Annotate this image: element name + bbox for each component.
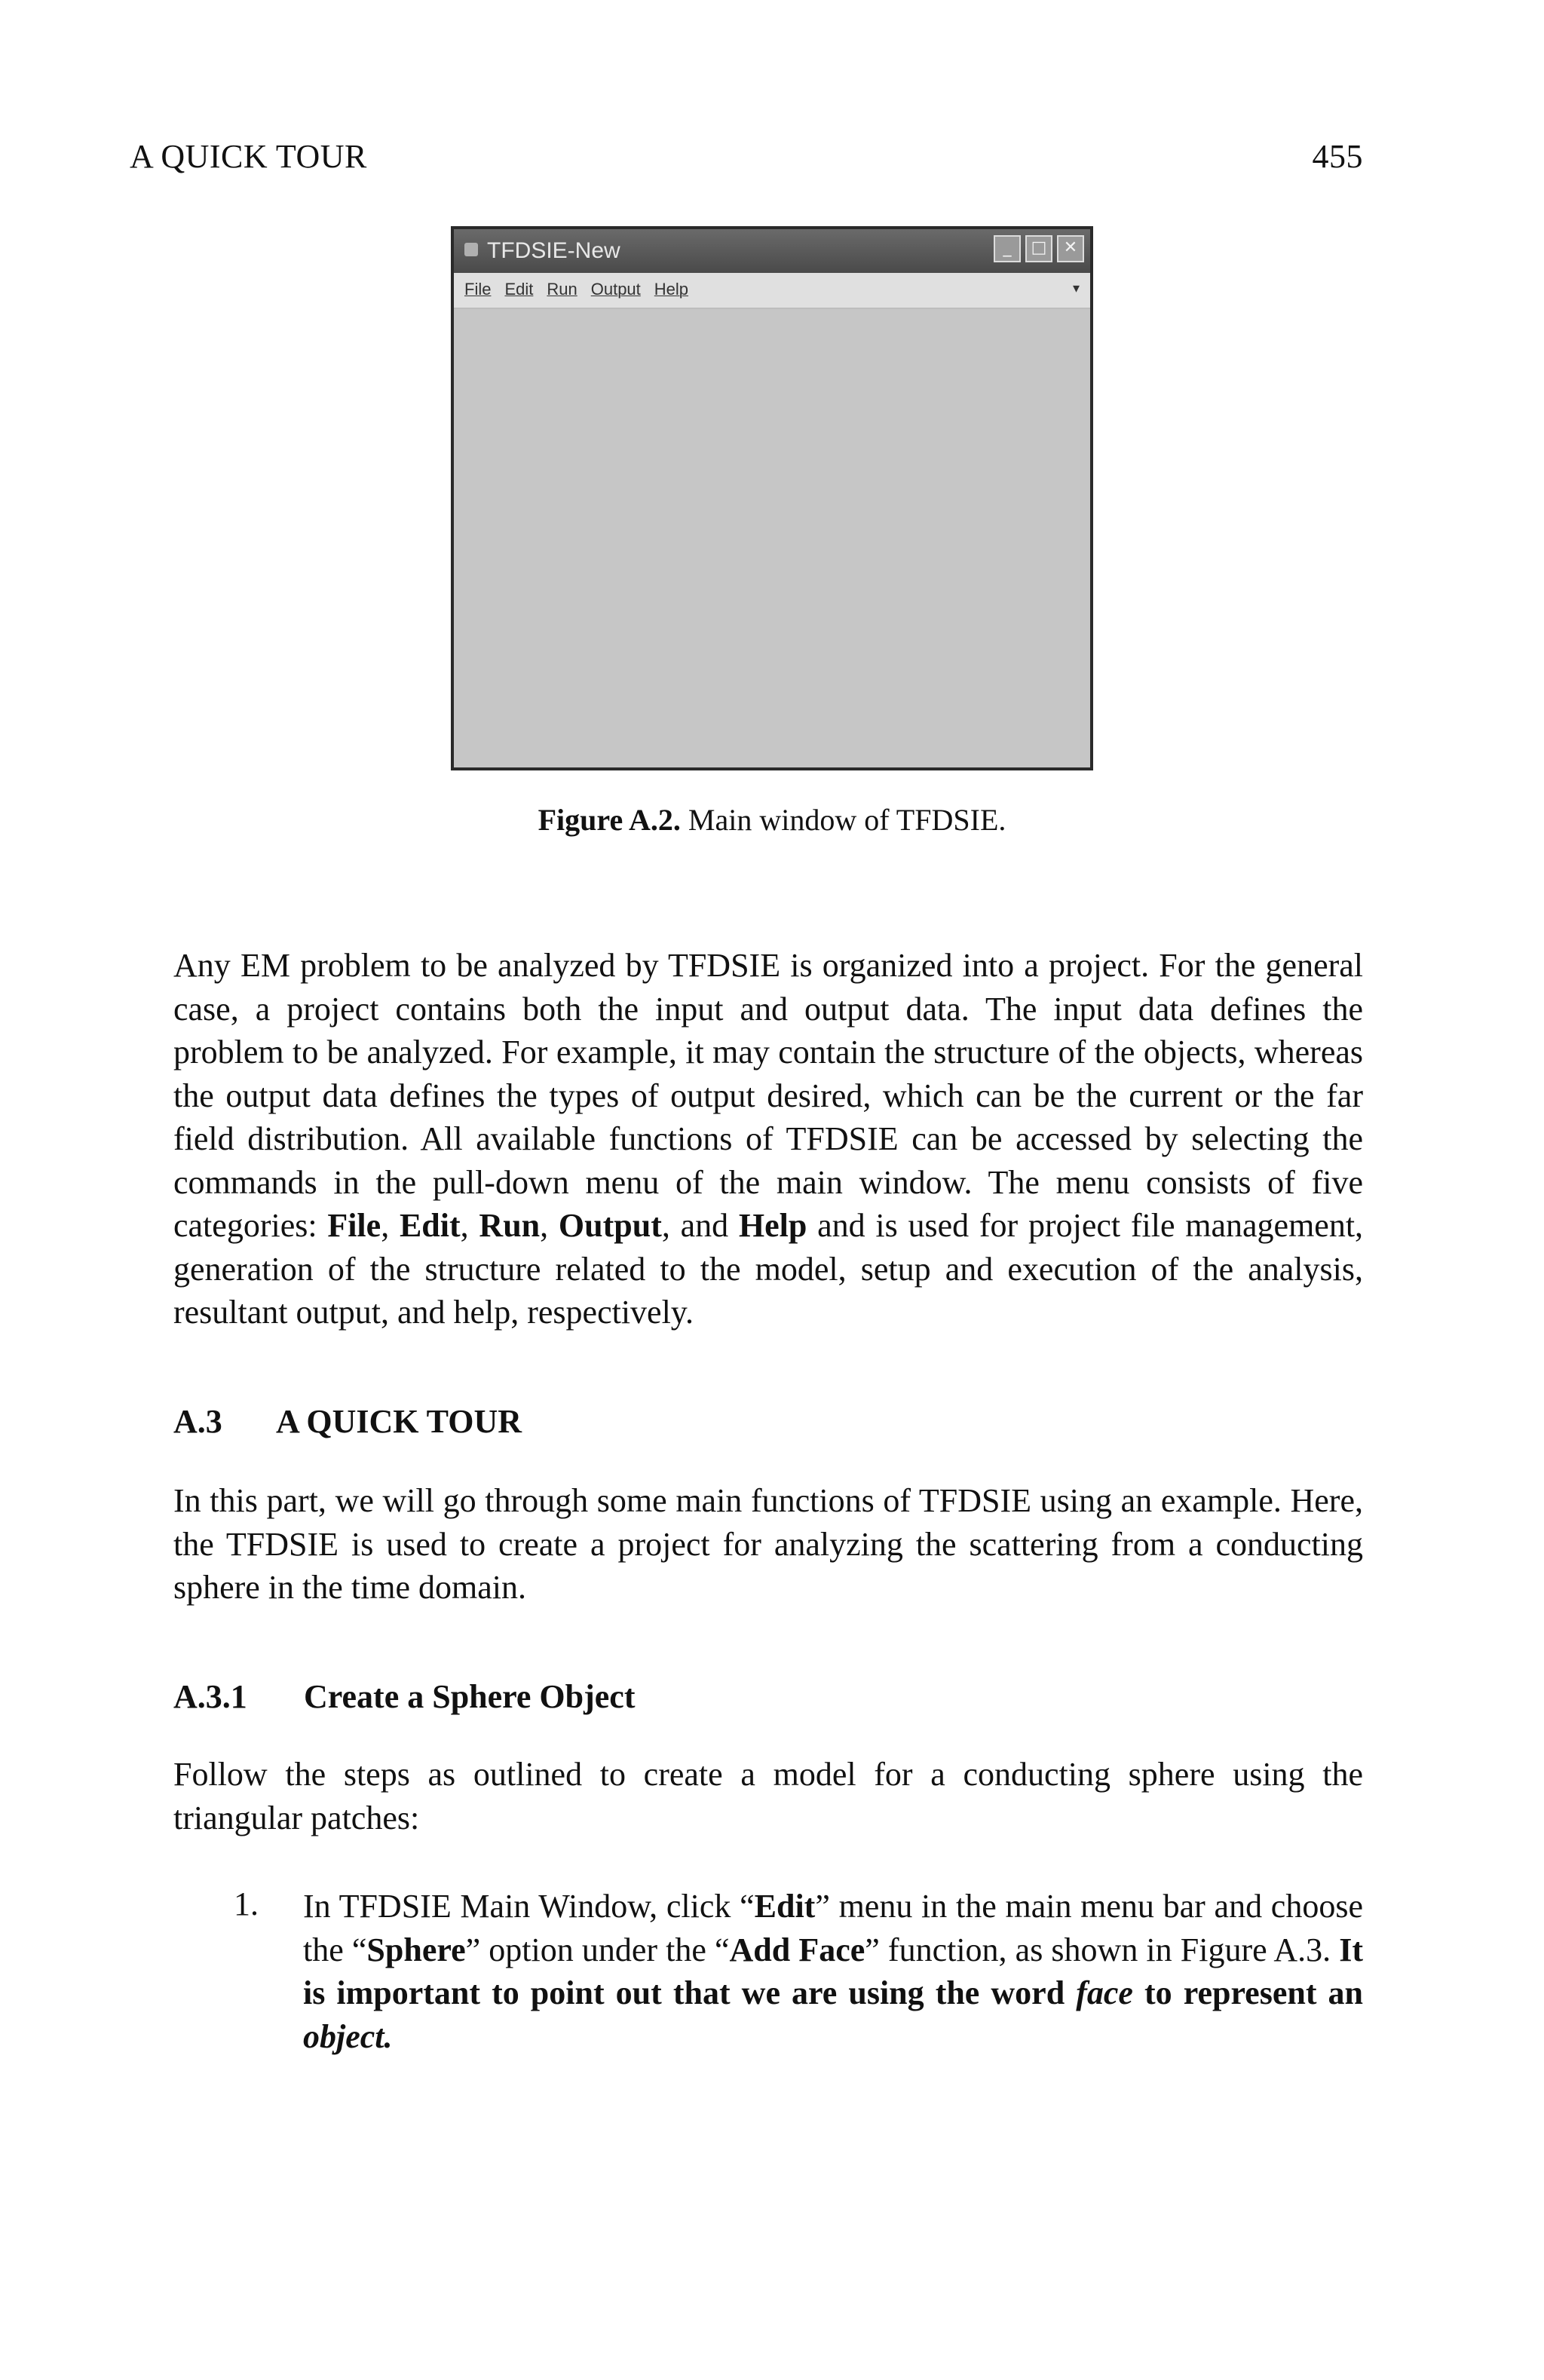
menu-output[interactable]: Output bbox=[590, 280, 641, 299]
step1-text-1: In TFDSIE Main Window, click “ bbox=[303, 1888, 755, 1925]
para1-sep-2: , bbox=[460, 1207, 479, 1244]
step-text bbox=[303, 1885, 1363, 2058]
caption-text: Main window of TFDSIE. bbox=[680, 803, 1006, 837]
section-number-a3: A.3 bbox=[173, 1403, 222, 1440]
step1-note-1: It is important to point out that we are using the word bbox=[303, 1931, 1363, 2011]
term-run: Run bbox=[479, 1207, 541, 1244]
term-edit: Edit bbox=[399, 1207, 461, 1244]
section-number-a31: A.3.1 bbox=[173, 1678, 247, 1715]
minimize-icon[interactable]: _ bbox=[994, 235, 1021, 262]
section-title-a31: Create a Sphere Object bbox=[304, 1678, 636, 1715]
running-head bbox=[130, 137, 1363, 182]
paragraph-tour-intro: In this part, we will go through some main functions of TFDSIE using an example. Here, the TFDSIE is used to create a project for analyzing the scattering from a conducting sphere in the time domain. bbox=[173, 1482, 1363, 1606]
paragraph-steps-intro: Follow the steps as outlined to create a model for a conducting sphere using the triangular patches: bbox=[173, 1756, 1363, 1836]
step1-text-3: ” option under the “ bbox=[465, 1931, 730, 1968]
maximize-icon[interactable]: □ bbox=[1025, 235, 1052, 262]
menu-edit[interactable]: Edit bbox=[504, 280, 534, 299]
term-help: Help bbox=[738, 1207, 807, 1244]
step1-add-face: Add Face bbox=[729, 1931, 865, 1968]
para1-sep-4: , and bbox=[661, 1207, 739, 1244]
window-controls bbox=[989, 235, 1084, 265]
section-title-a3: A QUICK TOUR bbox=[276, 1403, 522, 1440]
term-output: Output bbox=[558, 1207, 662, 1244]
paragraph-intro bbox=[173, 944, 1363, 1334]
term-file: File bbox=[327, 1207, 381, 1244]
menu-run[interactable]: Run bbox=[547, 280, 577, 299]
window-title: TFDSIE-New bbox=[487, 238, 620, 263]
para1-text-2: and is used for project file management, generation of the structure related to the model, setup and execution of the analysis, resultant output, and help, respectively. bbox=[173, 1207, 1364, 1331]
menu-help[interactable]: Help bbox=[654, 280, 689, 299]
workspace-area bbox=[454, 309, 1090, 767]
para1-sep-1: , bbox=[381, 1207, 400, 1244]
running-title: A QUICK TOUR bbox=[130, 138, 367, 175]
step1-sphere: Sphere bbox=[366, 1931, 466, 1968]
menu-bar bbox=[454, 273, 1090, 309]
figure-caption bbox=[0, 802, 1544, 838]
step1-object: object. bbox=[303, 2017, 393, 2055]
step1-text-2: ” menu in the main menu bar and choose the “ bbox=[303, 1888, 1363, 1968]
window-title-bar bbox=[454, 229, 1090, 273]
para1-sep-3: , bbox=[540, 1207, 559, 1244]
page-number: 455 bbox=[1312, 138, 1363, 175]
step-number: 1. bbox=[234, 1885, 259, 1922]
menu-file[interactable]: File bbox=[464, 280, 492, 299]
app-icon bbox=[464, 243, 478, 256]
step1-edit: Edit bbox=[754, 1888, 816, 1925]
caption-label: Figure A.2. bbox=[538, 803, 681, 837]
step1-face: face bbox=[1076, 1974, 1133, 2011]
step1-note-2: to represent an bbox=[1132, 1974, 1364, 2011]
step1-text-4: ” function, as shown in Figure A.3. bbox=[865, 1931, 1340, 1968]
para1-text-1: Any EM problem to be analyzed by TFDSIE is organized into a project. For the general case, a project contains both the input and output data. The input data defines the problem to be analyzed. For example, it may contain the structure of the objects, whereas the output data defines the types of output desired, which can be the current or the far field distribution. All available functions of TFDSIE can be accessed by selecting the commands in the pull-down menu of the main window. The menu consists of five categories: bbox=[173, 947, 1363, 1244]
menu-overflow-arrow-icon[interactable]: ▾ bbox=[1072, 280, 1080, 296]
tfdsie-main-window-figure bbox=[451, 226, 1093, 770]
close-icon[interactable]: ✕ bbox=[1057, 235, 1084, 262]
